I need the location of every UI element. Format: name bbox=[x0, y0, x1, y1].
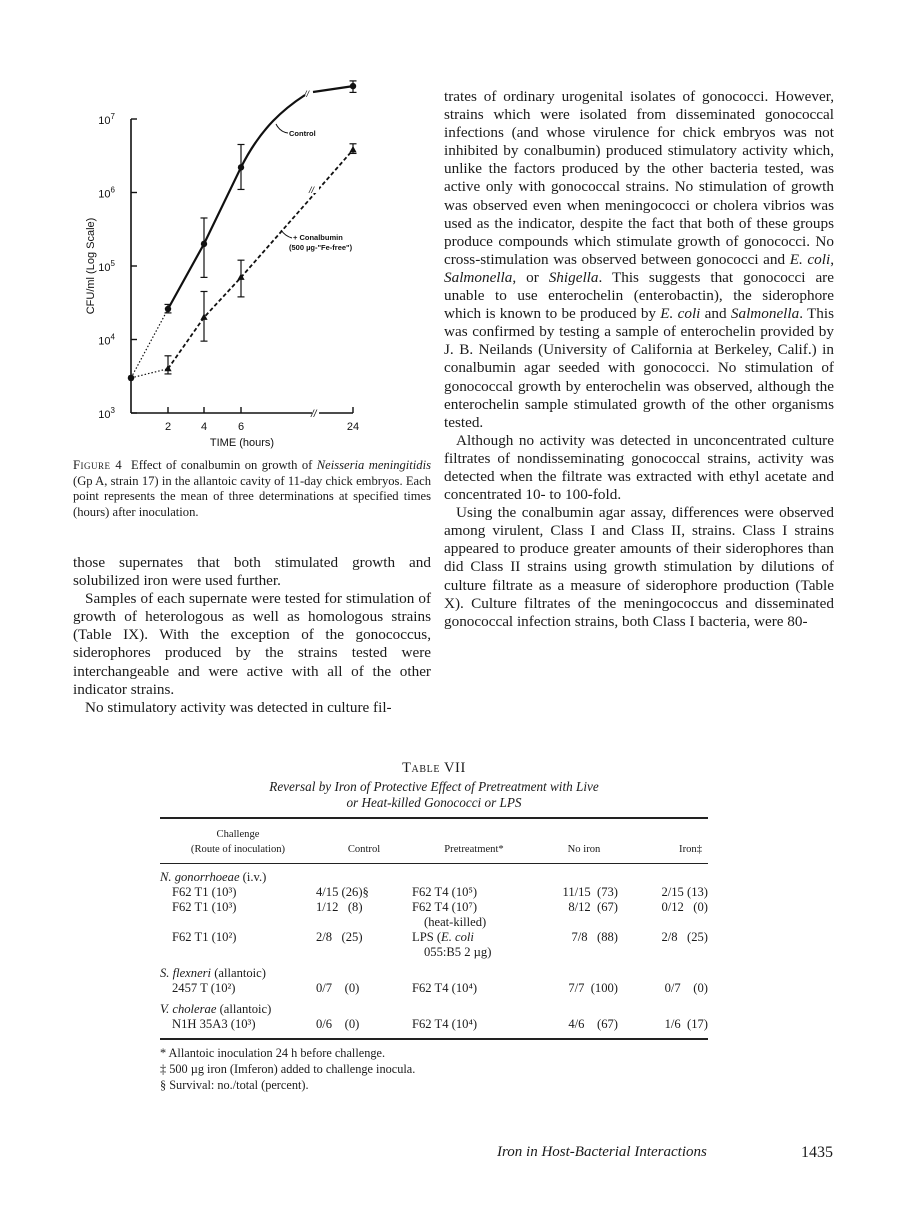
cell-challenge: F62 T1 (10³) bbox=[172, 900, 237, 914]
header-pretreatment: Pretreatment* bbox=[444, 844, 504, 855]
data-point-control bbox=[350, 83, 356, 89]
x-tick-label: 4 bbox=[200, 421, 208, 433]
data-point-control bbox=[201, 241, 207, 247]
footnote: * Allantoic inoculation 24 h before challenge. bbox=[160, 1046, 386, 1060]
text-run: those supernates that both stimulated growth and solubilized iron were used further. bbox=[73, 554, 431, 590]
series-line-control bbox=[313, 86, 353, 92]
cell-control: 0/6 (0) bbox=[316, 1017, 360, 1031]
y-tick-label: $10^7$ bbox=[98, 112, 115, 127]
table-group-row bbox=[160, 960, 708, 981]
italic-term: E. coli bbox=[660, 305, 701, 323]
figure-label: Figure 4 bbox=[73, 458, 123, 472]
series-segment-early bbox=[131, 309, 168, 378]
page-footer bbox=[497, 1144, 837, 1161]
cell-iron: 1/6 (17) bbox=[664, 1017, 708, 1031]
growth-chart bbox=[80, 80, 380, 455]
table-row bbox=[160, 885, 708, 900]
text-run: F62 T4 (10⁷) bbox=[412, 900, 478, 914]
text-run: Although no activity was detected in unconcentrated culture filtrates of nondisseminating gonococcal strains, activity was detected when the filtrate was extracted with ethyl acetate and concentrated 10- to 100-fold. bbox=[444, 431, 834, 504]
paragraph bbox=[73, 554, 431, 590]
table-footnotes bbox=[160, 1045, 708, 1093]
cell-no-iron: 4/6 (67) bbox=[568, 1017, 618, 1031]
data-point-control bbox=[238, 164, 244, 170]
italic-term: E. coli bbox=[441, 930, 474, 944]
y-tick-label: $10^6$ bbox=[98, 185, 115, 201]
organism-name: S. flexneri bbox=[160, 966, 212, 980]
text-run: and bbox=[700, 305, 731, 323]
table-row bbox=[160, 900, 708, 930]
text-run: F62 T4 (10⁵) bbox=[412, 885, 478, 899]
right-column-text bbox=[444, 88, 834, 631]
data-point-conalbumin bbox=[128, 375, 134, 381]
paragraph bbox=[444, 504, 834, 631]
italic-term: Salmonella bbox=[730, 305, 800, 323]
table-caption bbox=[160, 779, 708, 811]
cell-no-iron: 7/8 (88) bbox=[571, 930, 618, 944]
text-run: LPS ( bbox=[412, 930, 442, 944]
table-body bbox=[160, 864, 708, 1040]
route: (allantoic) bbox=[216, 1002, 272, 1016]
paragraph bbox=[444, 88, 834, 432]
text-run: F62 T4 (10⁴) bbox=[412, 1017, 478, 1031]
x-axis-title: TIME (hours) bbox=[209, 437, 275, 449]
caption-text bbox=[73, 458, 431, 519]
italic-term: E. coli bbox=[789, 250, 831, 268]
organism-name: N. gonorrhoeae bbox=[160, 870, 240, 884]
table-row bbox=[160, 1017, 708, 1039]
italic-term: Salmonella bbox=[444, 268, 513, 286]
pretreatment-note: 055:B5 2 µg) bbox=[424, 945, 492, 959]
data-point-conalbumin bbox=[349, 146, 356, 153]
table-vii bbox=[160, 760, 708, 1093]
header-challenge bbox=[160, 818, 316, 864]
cell-challenge: F62 T1 (10²) bbox=[172, 930, 237, 944]
footnote: § Survival: no./total (percent). bbox=[160, 1078, 309, 1092]
cell-pretreatment bbox=[412, 981, 536, 996]
organism-group bbox=[160, 960, 708, 981]
cell-no-iron: 7/7 (100) bbox=[568, 981, 618, 995]
cell-no-iron: 8/12 (67) bbox=[568, 900, 618, 914]
cell-challenge: N1H 35A3 (10³) bbox=[172, 1017, 256, 1031]
text-run: , bbox=[830, 250, 834, 268]
x-tick-label: 2 bbox=[164, 421, 172, 433]
table-row bbox=[160, 981, 708, 996]
cell-iron: 2/15 (13) bbox=[661, 885, 708, 899]
cell-challenge: 2457 T (10²) bbox=[172, 981, 236, 995]
running-head: Iron in Host-Bacterial Interactions bbox=[497, 1144, 707, 1160]
axis-break-mark: // bbox=[304, 89, 310, 99]
cell-control: 1/12 (8) bbox=[316, 900, 363, 914]
header-challenge-line2: (Route of inoculation) bbox=[190, 844, 286, 855]
data-point-control bbox=[165, 306, 171, 312]
text-run: Effect of conalbumin on growth of bbox=[131, 458, 317, 472]
text-run: . This suggests that gonococci are unable to use enterochelin (enterobactin), the siderophore which is known to be produced by bbox=[444, 268, 834, 323]
paragraph bbox=[73, 699, 431, 717]
header-challenge-line1: Challenge bbox=[216, 829, 260, 840]
chart-axes bbox=[85, 112, 359, 449]
cell-pretreatment bbox=[412, 885, 536, 900]
paragraph bbox=[73, 590, 431, 699]
table-header-row bbox=[160, 818, 708, 864]
axis-break-mark: // bbox=[309, 185, 315, 195]
data-point-conalbumin bbox=[237, 273, 244, 280]
text-run: Samples of each supernate were tested for stimulation of growth of heterologous as well as homologous strains (Table IX). With the exception of the gonococcus, siderophores produced by the strains tested were interchangeable and were active with all of the other indicator strains. bbox=[73, 590, 431, 698]
y-tick-label: $10^4$ bbox=[98, 332, 115, 348]
series-segment-early bbox=[131, 369, 168, 378]
header-no-iron: No iron bbox=[567, 844, 601, 855]
header-iron: Iron‡ bbox=[679, 844, 702, 855]
route: (i.v.) bbox=[239, 870, 267, 884]
italic-term: Shigella bbox=[548, 268, 599, 286]
y-tick-label: $10^5$ bbox=[98, 259, 115, 274]
cell-iron: 0/12 (0) bbox=[661, 900, 708, 914]
organism-group bbox=[160, 864, 708, 886]
italic-term: Neisseria meningitidis bbox=[316, 458, 432, 472]
organism-group bbox=[160, 996, 708, 1017]
x-tick-label: 6 bbox=[237, 421, 245, 433]
text-run: , or bbox=[512, 268, 549, 286]
figure-caption bbox=[73, 458, 431, 520]
x-tick-label: 24 bbox=[346, 421, 360, 433]
annotation-conalbumin: (500 µg-"Fe-free") bbox=[289, 243, 353, 252]
organism-name: V. cholerae bbox=[160, 1002, 217, 1016]
table-group-row bbox=[160, 996, 708, 1017]
data-table bbox=[160, 817, 708, 1040]
y-axis-title: CFU/ml (Log Scale) bbox=[85, 217, 97, 315]
cell-challenge: F62 T1 (10³) bbox=[172, 885, 237, 899]
chart-series bbox=[128, 81, 357, 381]
header-control: Control bbox=[347, 844, 381, 855]
y-tick-label: $10^3$ bbox=[98, 406, 115, 421]
text-run: trates of ordinary urogenital isolates of gonococci. However, strains which were isolated from disseminated gonococcal infections (and whose virulence for chick embryos was not inhibited by conalbumin) produced stimulatory activity which, unlike the factors produced by the other bacteria tested, was active only with gonococcal strains. No stimulation of growth was observed even when meningococci or cholera vibrios was used as the indicator, despite the fact that both of these groups produce compounds which stimulate growth of gonococci. No cross-stimulation was observed between gonococci and bbox=[444, 88, 834, 268]
cell-no-iron: 11/15 (73) bbox=[562, 885, 618, 899]
cell-control: 4/15 (26)§ bbox=[316, 885, 369, 899]
text-run: . This was confirmed by testing a sample of enterochelin provided by J. B. Neilands (University of California at Berkeley, Calif.) in conalbumin agar seeded with gonococci. No stimulation of gonococcal growth by enterochelin was observed, although the enterochelin sample stimulated growth of the other organisms tested. bbox=[444, 305, 835, 431]
text-run: Using the conalbumin agar assay, differences were observed among virulent, Class I and Class II, strains. Class I strains appeared to produce greater amounts of their siderophores than did Class II strains using growth stimulation by dilutions of culture filtrate as a measure of siderophore production (Table X). Culture filtrates of the meningococcus and disseminated gonococcal infection strains, both Class I bacteria, were 80- bbox=[444, 504, 834, 630]
series-line-control bbox=[168, 95, 305, 309]
text-run: F62 T4 (10⁴) bbox=[412, 981, 478, 995]
table-group-row bbox=[160, 864, 708, 886]
cell-pretreatment bbox=[412, 1017, 536, 1039]
table-caption-line: Reversal by Iron of Protective Effect of Pretreatment with Live bbox=[269, 779, 599, 794]
cell-control: 2/8 (25) bbox=[316, 930, 363, 944]
table-row bbox=[160, 930, 708, 960]
annotation-control: Control bbox=[289, 129, 316, 138]
text-run: (Gp A, strain 17) in the allantoic cavity of 11-day chick embryos. Each point represents the mean of three determinations at specified times (hours) after inoculation. bbox=[73, 473, 431, 519]
footnote: ‡ 500 µg iron (Imferon) added to challenge inocula. bbox=[160, 1062, 416, 1076]
route: (allantoic) bbox=[211, 966, 266, 980]
cell-pretreatment bbox=[412, 930, 536, 960]
cell-iron: 2/8 (25) bbox=[661, 930, 708, 944]
table-caption-line: or Heat-killed Gonococci or LPS bbox=[346, 795, 522, 810]
pretreatment-note: (heat-killed) bbox=[424, 915, 487, 929]
page-number: 1435 bbox=[801, 1144, 833, 1161]
cell-control: 0/7 (0) bbox=[316, 981, 360, 995]
paragraph bbox=[444, 432, 834, 504]
annotation-conalbumin: + Conalbumin bbox=[293, 233, 343, 242]
table-title: Table VII bbox=[402, 760, 466, 776]
annotation-leader bbox=[276, 124, 288, 133]
text-run: No stimulatory activity was detected in culture fil- bbox=[85, 698, 392, 716]
left-column-text bbox=[73, 554, 431, 717]
figure-4 bbox=[80, 80, 380, 460]
axis-break-mark: // bbox=[311, 409, 317, 420]
cell-iron: 0/7 (0) bbox=[664, 981, 708, 995]
cell-pretreatment bbox=[412, 900, 536, 930]
